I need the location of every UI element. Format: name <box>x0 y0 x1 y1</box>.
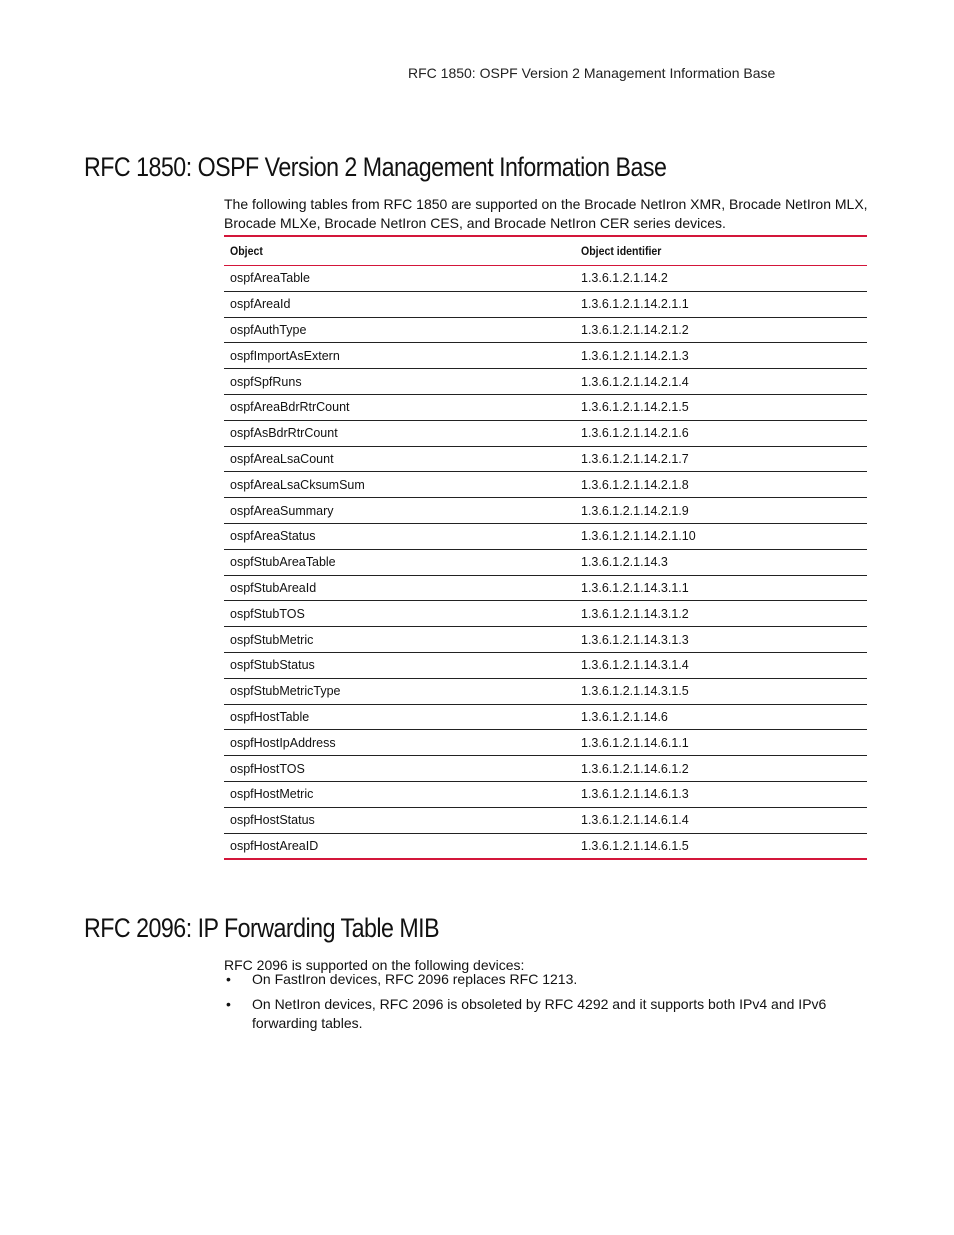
object-identifier-cell: 1.3.6.1.2.1.14.3.1.5 <box>575 678 867 704</box>
column-header-object-identifier: Object identifier <box>575 236 867 266</box>
object-identifier-cell: 1.3.6.1.2.1.14.6.1.1 <box>575 730 867 756</box>
table-row <box>224 266 867 292</box>
object-identifier-cell: 1.3.6.1.2.1.14.6.1.3 <box>575 781 867 807</box>
table-row <box>224 807 867 833</box>
object-cell: ospfAsBdrRtrCount <box>224 420 575 446</box>
table-header-row <box>224 236 867 266</box>
object-cell: ospfHostTable <box>224 704 575 730</box>
table-row <box>224 781 867 807</box>
column-header-object: Object <box>224 236 575 266</box>
object-cell: ospfSpfRuns <box>224 369 575 395</box>
object-cell: ospfStubTOS <box>224 601 575 627</box>
object-identifier-cell: 1.3.6.1.2.1.14.3.1.1 <box>575 575 867 601</box>
object-cell: ospfHostIpAddress <box>224 730 575 756</box>
bullet-icon: • <box>226 971 231 987</box>
object-identifier-cell: 1.3.6.1.2.1.14.3.1.3 <box>575 627 867 653</box>
object-identifier-cell: 1.3.6.1.2.1.14.6.1.2 <box>575 756 867 782</box>
object-cell: ospfAreaStatus <box>224 523 575 549</box>
object-cell: ospfStubAreaTable <box>224 549 575 575</box>
list-item <box>224 970 869 989</box>
rfc2096-intro: RFC 2096 is supported on the following devices: <box>224 957 525 973</box>
object-identifier-cell: 1.3.6.1.2.1.14.2.1.10 <box>575 523 867 549</box>
table-row <box>224 756 867 782</box>
table-row <box>224 704 867 730</box>
object-identifier-cell: 1.3.6.1.2.1.14.6.1.5 <box>581 838 689 853</box>
rfc1850-intro: The following tables from RFC 1850 are supported on the Brocade NetIron XMR, Brocade NetIron MLX, Brocade MLXe, Brocade NetIron CES, and Brocade NetIron CER series devices. <box>224 196 868 231</box>
object-cell: ospfAreaId <box>224 291 575 317</box>
table-row <box>224 523 867 549</box>
object-identifier-cell: 1.3.6.1.2.1.14.6 <box>575 704 867 730</box>
object-cell: ospfAreaBdrRtrCount <box>224 394 575 420</box>
object-identifier-cell: 1.3.6.1.2.1.14.2.1.3 <box>575 343 867 369</box>
bullet-icon: • <box>226 996 231 1012</box>
object-identifier-cell: 1.3.6.1.2.1.14.2.1.6 <box>575 420 867 446</box>
object-cell: ospfHostTOS <box>224 756 575 782</box>
object-cell: ospfStubAreaId <box>224 575 575 601</box>
object-cell: ospfAreaLsaCount <box>224 446 575 472</box>
object-cell: ospfHostAreaID <box>230 838 319 853</box>
table-row <box>224 652 867 678</box>
object-identifier-cell: 1.3.6.1.2.1.14.6.1.4 <box>575 807 867 833</box>
object-cell: ospfAreaTable <box>224 266 575 292</box>
rfc2096-bullet-list <box>224 970 869 1039</box>
object-identifier-cell: 1.3.6.1.2.1.14.2.1.8 <box>575 472 867 498</box>
rfc1850-object-table <box>224 235 867 860</box>
object-identifier-cell: 1.3.6.1.2.1.14.2.1.7 <box>575 446 867 472</box>
list-item-text: On NetIron devices, RFC 2096 is obsoleted by RFC 4292 and it supports both IPv4 and IPv6 forwarding tables. <box>252 996 827 1031</box>
table-row <box>224 678 867 704</box>
table-row <box>224 291 867 317</box>
table-body <box>224 266 867 860</box>
table-row <box>224 833 867 859</box>
table-row <box>224 730 867 756</box>
object-identifier-cell: 1.3.6.1.2.1.14.2.1.9 <box>575 498 867 524</box>
section-title-rfc1850: RFC 1850: OSPF Version 2 Management Information Base <box>84 152 667 183</box>
table-row <box>224 498 867 524</box>
table-row <box>224 343 867 369</box>
running-header: RFC 1850: OSPF Version 2 Management Information Base <box>408 65 776 81</box>
object-identifier-cell: 1.3.6.1.2.1.14.2.1.4 <box>575 369 867 395</box>
table-row <box>224 420 867 446</box>
table-row <box>224 627 867 653</box>
object-identifier-cell: 1.3.6.1.2.1.14.2.1.1 <box>575 291 867 317</box>
object-cell: ospfAuthType <box>224 317 575 343</box>
table-row <box>224 601 867 627</box>
object-identifier-cell: 1.3.6.1.2.1.14.2 <box>575 266 867 292</box>
object-cell: ospfAreaLsaCksumSum <box>224 472 575 498</box>
table-row <box>224 472 867 498</box>
object-cell: ospfStubMetricType <box>224 678 575 704</box>
object-cell: ospfAreaSummary <box>224 498 575 524</box>
object-identifier-cell: 1.3.6.1.2.1.14.2.1.2 <box>575 317 867 343</box>
table-row <box>224 369 867 395</box>
table-row <box>224 394 867 420</box>
object-cell: ospfHostMetric <box>224 781 575 807</box>
object-cell: ospfStubMetric <box>224 627 575 653</box>
object-identifier-cell: 1.3.6.1.2.1.14.3 <box>575 549 867 575</box>
object-cell: ospfImportAsExtern <box>224 343 575 369</box>
table-row <box>224 317 867 343</box>
list-item-text: On FastIron devices, RFC 2096 replaces RFC 1213. <box>252 971 578 987</box>
object-identifier-cell: 1.3.6.1.2.1.14.3.1.2 <box>575 601 867 627</box>
table-row <box>224 549 867 575</box>
object-cell: ospfHostStatus <box>224 807 575 833</box>
table-row <box>224 575 867 601</box>
list-item <box>224 995 869 1033</box>
object-identifier-cell: 1.3.6.1.2.1.14.2.1.5 <box>575 394 867 420</box>
object-identifier-cell: 1.3.6.1.2.1.14.3.1.4 <box>575 652 867 678</box>
section-title-rfc2096: RFC 2096: IP Forwarding Table MIB <box>84 913 440 944</box>
table-row <box>224 446 867 472</box>
object-cell: ospfStubStatus <box>224 652 575 678</box>
